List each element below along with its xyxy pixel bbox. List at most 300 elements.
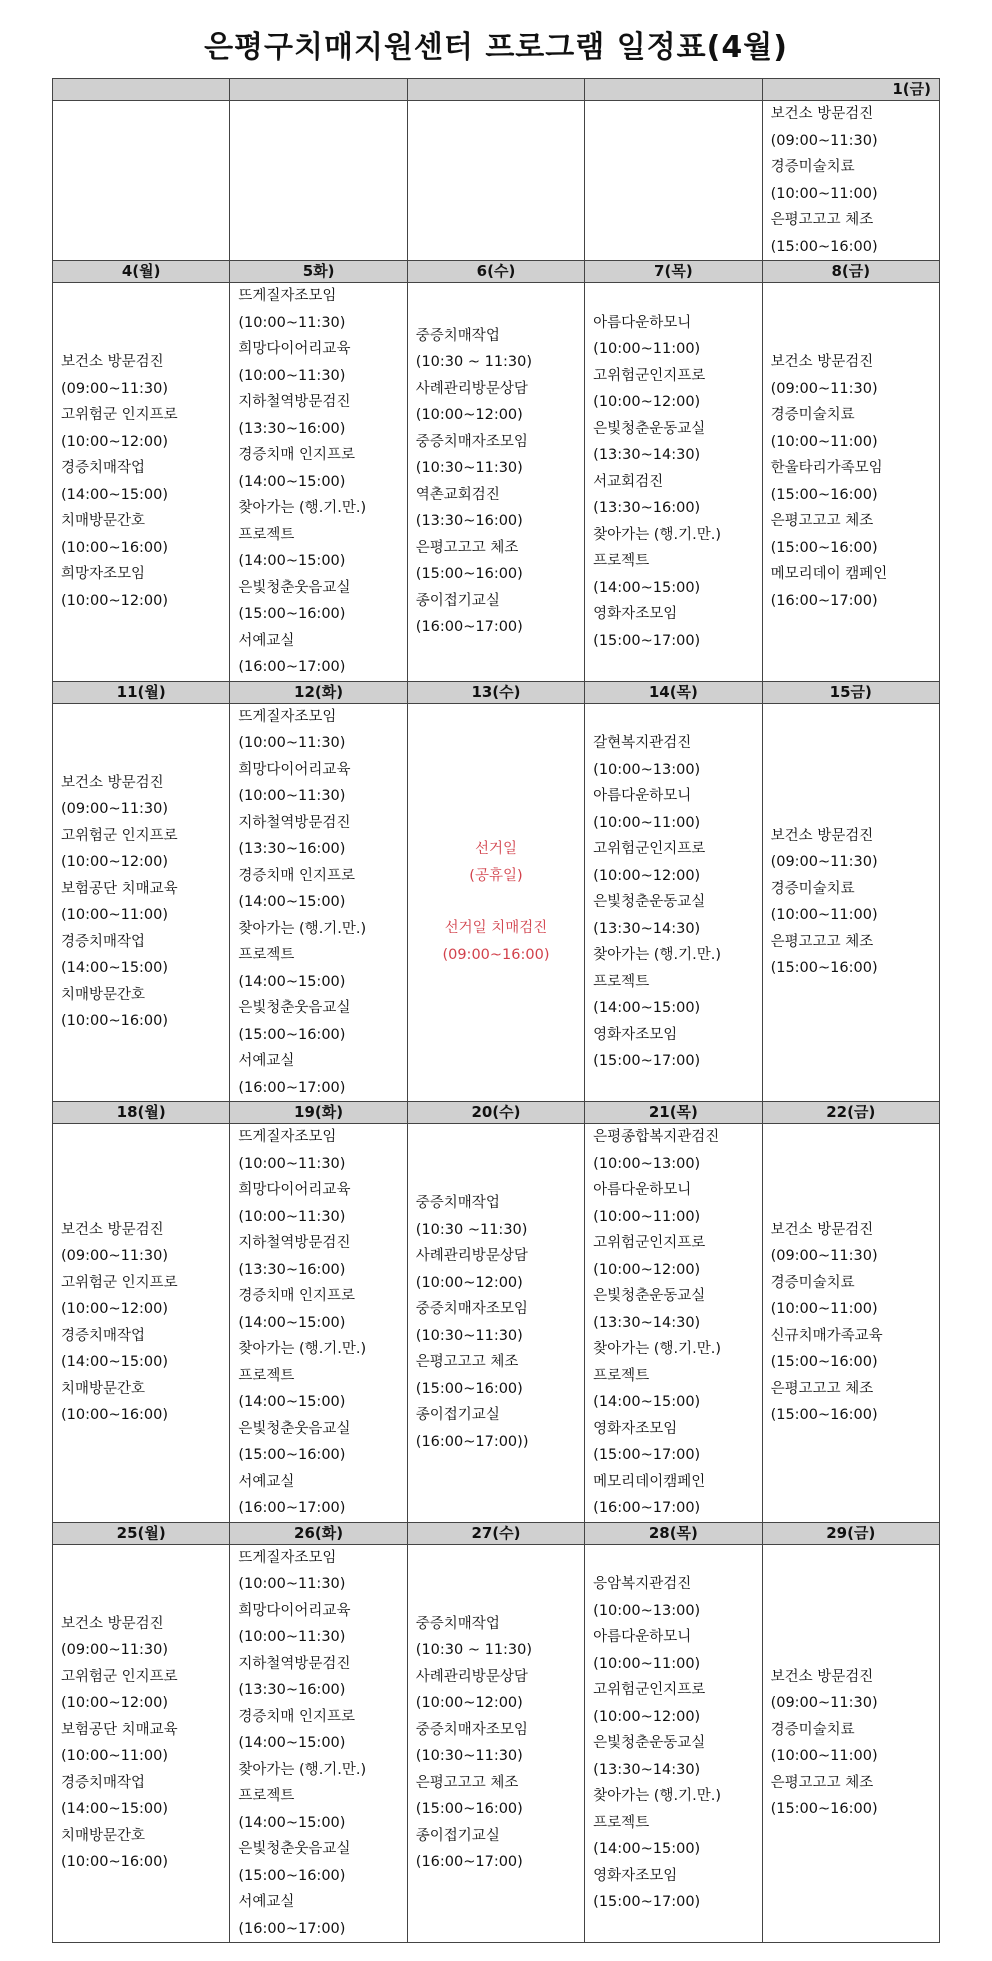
schedule-list	[61, 349, 221, 614]
program-time: (10:30 ~11:30)	[415, 1221, 528, 1238]
program-time: 프로젝트	[593, 973, 650, 990]
program-name: 갈현복지관검진	[593, 735, 692, 751]
holiday-text: 선거일 치매검진	[444, 920, 548, 937]
program-name: 응암복지관검진	[593, 1576, 692, 1592]
program-time: (16:00~17:00)	[238, 659, 346, 675]
program-time: (16:00~17:00)	[238, 1079, 346, 1096]
program-time: (15:00~16:00)	[770, 1407, 878, 1424]
program-name: 지하철역방문검진	[238, 1655, 351, 1672]
program-time: (15:00~17:00)	[593, 1447, 701, 1463]
program-time: (09:00~11:30)	[770, 1248, 878, 1265]
program-name: 경증미술치료	[770, 159, 855, 175]
program-time: (10:00~11:00)	[770, 1748, 878, 1765]
program-time: (13:30~16:00)	[415, 513, 523, 530]
day-cell	[585, 283, 762, 682]
day-cell	[762, 1124, 939, 1523]
program-name: 영화자조모임	[593, 1867, 678, 1884]
day-cell	[585, 1544, 762, 1943]
program-time: (14:00~15:00)	[61, 1801, 169, 1818]
program-name: 보건소 방문검진	[61, 1221, 164, 1238]
program-time: (10:00~11:30)	[238, 735, 346, 751]
day-header: 4(월)	[53, 261, 230, 283]
program-name: 중증치매작업	[415, 1615, 500, 1632]
program-time: (10:00~12:00)	[61, 592, 169, 609]
program-name: 희망다이어리교육	[238, 1602, 351, 1619]
program-name: 뜨게질자조모임	[238, 708, 337, 725]
day-cell	[762, 703, 939, 1102]
program-time: (10:00~11:30)	[238, 788, 346, 804]
program-time: (10:00~12:00)	[61, 854, 169, 871]
week-body-row	[53, 101, 940, 261]
program-time: (10:00~12:00)	[415, 1274, 523, 1291]
program-time: (16:00~17:00)	[770, 592, 878, 609]
program-name: 서교회검진	[593, 473, 664, 490]
day-cell	[53, 1124, 230, 1523]
program-time: (10:00~11:00)	[770, 433, 878, 450]
program-time: (09:00~11:30)	[61, 1248, 169, 1265]
program-time: (10:00~12:00)	[61, 1301, 169, 1318]
program-name: 보건소 방문검진	[770, 1221, 874, 1238]
program-name: 종이접기교실	[415, 592, 500, 609]
program-time: (15:00~16:00)	[238, 1026, 346, 1043]
program-time: (10:30 ~ 11:30)	[415, 1642, 533, 1659]
program-time: (16:00~17:00)	[415, 1854, 523, 1871]
program-name: 보건소 방문검진	[770, 354, 874, 371]
program-name: 은빛청춘웃음교실	[238, 1000, 351, 1016]
program-name: (14:00~15:00)	[238, 973, 346, 990]
program-time: 프로젝트	[238, 526, 295, 543]
day-cell	[230, 1544, 407, 1943]
program-name: (14:00~15:00)	[593, 1394, 701, 1410]
program-name: 고위험군인지프로	[593, 841, 706, 857]
program-name: 희망다이어리교육	[238, 341, 351, 357]
program-time: (10:00~11:30)	[238, 1208, 346, 1225]
week-header-row	[53, 261, 940, 283]
day-cell	[762, 101, 939, 261]
program-time: (14:00~15:00)	[61, 960, 169, 977]
day-header	[230, 79, 407, 101]
day-header: 18(월)	[53, 1102, 230, 1124]
schedule-list	[238, 1124, 398, 1522]
program-name: 경증치매작업	[61, 1774, 146, 1791]
program-name: 보건소 방문검진	[770, 1668, 874, 1685]
program-name: 보건소 방문검진	[770, 106, 874, 122]
week-body-row	[53, 703, 940, 1102]
program-time: (15:00~17:00)	[593, 1053, 701, 1069]
schedule-list	[416, 1190, 576, 1455]
program-time: (10:30~11:30)	[415, 1748, 523, 1765]
program-name: 찾아가는 (행.기.만.)	[238, 1341, 367, 1357]
program-time: (10:30~11:30)	[415, 1327, 523, 1344]
week-body-row	[53, 1544, 940, 1943]
day-cell	[407, 283, 584, 682]
day-cell	[407, 1544, 584, 1943]
program-name: 한울타리가족모임	[770, 460, 883, 477]
program-time: (09:00~11:30)	[61, 801, 169, 818]
program-name: 찾아가는 (행.기.만.)	[593, 526, 721, 543]
program-name: 치매방문간호	[61, 986, 146, 1003]
program-time: (15:00~16:00)	[415, 566, 523, 583]
program-name: 사례관리방문상담	[415, 380, 528, 397]
program-name: 경증치매작업	[61, 1327, 146, 1344]
schedule-list	[771, 101, 931, 260]
program-name: 은평고고고 체조	[770, 933, 874, 950]
schedule-list	[771, 1664, 931, 1823]
schedule-table	[52, 78, 940, 1943]
program-time: (10:00~12:00)	[61, 1695, 169, 1712]
program-time: (15:00~16:00)	[770, 960, 878, 977]
program-time: (10:00~12:00)	[593, 1261, 701, 1278]
day-cell	[585, 703, 762, 1102]
week-body-row	[53, 283, 940, 682]
program-time: (15:00~16:00)	[770, 486, 878, 503]
holiday-text: 선거일	[474, 841, 517, 858]
week-header-row	[53, 1522, 940, 1544]
day-header: 27(수)	[407, 1522, 584, 1544]
program-time: (10:00~16:00)	[61, 1854, 169, 1871]
program-name: 고위험군인지프로	[593, 1235, 706, 1251]
program-time: (14:00~15:00)	[238, 1314, 346, 1331]
program-name: 보건소 방문검진	[61, 354, 164, 371]
schedule-list	[61, 1611, 221, 1876]
program-time: 프로젝트	[238, 1367, 295, 1384]
program-name: 서예교실	[238, 632, 295, 649]
program-name: 사례관리방문상담	[415, 1668, 528, 1685]
program-time: (13:30~16:00)	[238, 1682, 346, 1698]
day-header	[53, 79, 230, 101]
day-header: 21(목)	[585, 1102, 762, 1124]
page-title: 은평구치매지원센터 프로그램 일정표(4월)	[204, 30, 788, 65]
program-name: 메모리데이 캠페인	[770, 566, 888, 583]
program-time: (16:00~17:00)	[593, 1500, 701, 1516]
program-name: 영화자조모임	[593, 1420, 678, 1437]
holiday-text: (09:00~16:00)	[442, 946, 550, 963]
program-time: (15:00~17:00)	[593, 632, 701, 649]
program-name: 아름다운하모니	[593, 314, 692, 331]
program-time: (10:00~11:00)	[770, 907, 878, 924]
program-name: 영화자조모임	[593, 606, 678, 622]
day-header: 11(월)	[53, 681, 230, 703]
program-name: 치매방문간호	[61, 513, 146, 530]
schedule-list	[416, 323, 576, 641]
day-header: 6(수)	[407, 261, 584, 283]
program-time: (09:00~11:30)	[61, 1642, 169, 1659]
day-header: 8(금)	[762, 261, 939, 283]
program-name: 중증치매자조모임	[415, 1301, 528, 1318]
program-name: 고위험군 인지프로	[61, 407, 178, 424]
program-name: 은평고고고 체조	[415, 1774, 519, 1791]
program-time: (10:00~11:30)	[238, 367, 346, 384]
program-time: (10:00~11:30)	[238, 1629, 346, 1645]
program-name: 서예교실	[238, 1473, 295, 1490]
program-name: 은빛청춘운동교실	[593, 1735, 706, 1751]
program-name: 희망다이어리교육	[238, 761, 351, 778]
program-time: (10:00~12:00)	[593, 1708, 701, 1725]
day-cell	[230, 703, 407, 1102]
schedule-list	[238, 704, 398, 1102]
program-time: (10:00~16:00)	[61, 1407, 169, 1424]
program-name: (14:00~15:00)	[593, 1000, 701, 1016]
program-time: (10:30~11:30)	[415, 460, 523, 477]
program-name: 고위험군 인지프로	[61, 827, 178, 844]
program-time: (09:00~11:30)	[770, 854, 878, 871]
program-name: (14:00~15:00)	[238, 1394, 346, 1410]
program-time: (10:00~12:00)	[415, 407, 523, 424]
program-time: (15:00~16:00)	[770, 1801, 878, 1818]
program-name: 경증치매 인지프로	[238, 1288, 356, 1304]
program-time: (09:00~11:30)	[61, 380, 169, 397]
program-time: (16:00~17:00))	[415, 1433, 529, 1450]
week-header-row	[53, 79, 940, 101]
program-time: (10:00~11:00)	[61, 907, 169, 924]
program-name: 중증치매자조모임	[415, 1721, 528, 1738]
program-time: (10:00~11:00)	[770, 1301, 878, 1318]
holiday-text: (공휴일)	[469, 867, 523, 884]
day-cell	[407, 1124, 584, 1523]
schedule-list	[771, 349, 931, 614]
program-name: 서예교실	[238, 1894, 295, 1910]
program-time: (13:30~14:30)	[593, 447, 701, 463]
program-time: (10:00~16:00)	[61, 1013, 169, 1030]
program-name: 보건소 방문검진	[61, 774, 164, 791]
program-name: 은평고고고 체조	[770, 1380, 874, 1397]
program-name: 지하철역방문검진	[238, 394, 351, 410]
program-name: 경증미술치료	[770, 407, 855, 424]
schedule-list	[593, 1124, 753, 1522]
program-time: (14:00~15:00)	[61, 486, 169, 503]
program-name: 아름다운하모니	[593, 788, 692, 804]
program-time: (10:00~11:00)	[593, 1208, 701, 1225]
day-cell	[53, 1544, 230, 1943]
program-time: (10:00~12:00)	[593, 394, 701, 410]
day-header	[585, 79, 762, 101]
program-time: (15:00~16:00)	[238, 606, 346, 622]
day-cell	[53, 703, 230, 1102]
program-name: 아름다운하모니	[593, 1629, 692, 1645]
program-name: (14:00~15:00)	[238, 1814, 346, 1831]
program-name: 은평종합복지관검진	[593, 1129, 720, 1145]
program-name: (14:00~15:00)	[593, 1841, 701, 1857]
program-time: 프로젝트	[238, 1788, 295, 1804]
program-name: 역촌교회검진	[415, 486, 500, 503]
program-name: 중증치매작업	[415, 327, 500, 344]
day-header: 19(화)	[230, 1102, 407, 1124]
program-time: (15:00~16:00)	[770, 1354, 878, 1371]
program-name: (14:00~15:00)	[593, 579, 701, 596]
program-time: (09:00~11:30)	[770, 380, 878, 397]
program-time: (14:00~15:00)	[238, 473, 346, 490]
program-name: 고위험군 인지프로	[61, 1274, 178, 1291]
schedule-list	[593, 310, 753, 655]
program-time: (10:00~11:00)	[770, 185, 878, 202]
program-name: 중증치매자조모임	[415, 433, 528, 450]
program-time: (10:00~13:00)	[593, 1602, 701, 1619]
program-name: 찾아가는 (행.기.만.)	[593, 947, 721, 963]
day-cell	[585, 101, 762, 261]
day-cell	[407, 703, 584, 1102]
program-name: 경증치매작업	[61, 460, 146, 477]
program-name: 은빛청춘웃음교실	[238, 1841, 351, 1857]
program-name: 은평고고고 체조	[770, 212, 874, 228]
schedule-list	[593, 730, 753, 1075]
program-time: (16:00~17:00)	[238, 1500, 346, 1516]
program-name: 고위험군인지프로	[593, 367, 706, 384]
day-header: 5화)	[230, 261, 407, 283]
program-name: 지하철역방문검진	[238, 814, 351, 831]
program-name: 찾아가는 (행.기.만.)	[238, 500, 367, 516]
program-name: 은빛청춘운동교실	[593, 1288, 706, 1304]
program-name: 보험공단 치매교육	[61, 880, 178, 897]
day-header: 28(목)	[585, 1522, 762, 1544]
program-name: 보건소 방문검진	[61, 1615, 164, 1632]
program-time: (10:00~12:00)	[61, 433, 169, 450]
program-time: (15:00~16:00)	[238, 1447, 346, 1463]
day-header: 22(금)	[762, 1102, 939, 1124]
program-name: 고위험군 인지프로	[61, 1668, 178, 1685]
program-name: 치매방문간호	[61, 1827, 146, 1844]
schedule-list	[238, 1545, 398, 1943]
program-name: 치매방문간호	[61, 1380, 146, 1397]
program-name: 은평고고고 체조	[770, 1774, 874, 1791]
program-name: 메모리데이캠페인	[593, 1473, 706, 1490]
program-time: (09:00~11:30)	[770, 1695, 878, 1712]
program-name: 경증미술치료	[770, 880, 855, 897]
program-name: 보험공단 치매교육	[61, 1721, 178, 1738]
program-name: 경증미술치료	[770, 1721, 855, 1738]
program-time: (15:00~16:00)	[770, 238, 878, 255]
program-name: 은빛청춘운동교실	[593, 894, 706, 910]
program-time: (13:30~16:00)	[238, 841, 346, 857]
program-name: 지하철역방문검진	[238, 1235, 351, 1251]
program-time: (13:30~16:00)	[238, 420, 346, 437]
program-time: (15:00~17:00)	[593, 1894, 701, 1910]
day-cell	[407, 101, 584, 261]
program-time: (13:30~16:00)	[238, 1261, 346, 1278]
program-name: 은평고고고 체조	[770, 513, 874, 530]
program-name: 희망다이어리교육	[238, 1182, 351, 1198]
program-name: 서예교실	[238, 1053, 295, 1069]
program-time: (10:30 ~ 11:30)	[415, 354, 533, 371]
program-time: (10:00~11:00)	[593, 341, 701, 357]
program-name: 찾아가는 (행.기.만.)	[238, 920, 367, 937]
schedule-list	[61, 770, 221, 1035]
day-cell	[53, 101, 230, 261]
program-time: (13:30~16:00)	[593, 500, 701, 516]
day-header: 15금)	[762, 681, 939, 703]
day-cell	[230, 101, 407, 261]
program-name: 뜨게질자조모임	[238, 1549, 337, 1566]
program-time: (10:00~11:00)	[61, 1748, 169, 1765]
program-time: (15:00~16:00)	[415, 1380, 523, 1397]
program-time: (10:00~13:00)	[593, 761, 701, 778]
program-name: 영화자조모임	[593, 1026, 678, 1043]
schedule-list	[593, 1571, 753, 1916]
program-time: (15:00~16:00)	[770, 539, 878, 556]
program-name: 고위험군인지프로	[593, 1682, 706, 1698]
program-name: 사례관리방문상담	[415, 1248, 528, 1265]
program-time: (10:00~11:30)	[238, 1576, 346, 1592]
program-time: (14:00~15:00)	[238, 1735, 346, 1751]
day-header: 1(금)	[762, 79, 939, 101]
program-name: 찾아가는 (행.기.만.)	[238, 1761, 367, 1778]
program-name: 중증치매작업	[415, 1195, 500, 1212]
program-name: 경증미술치료	[770, 1274, 855, 1291]
program-name: 경증치매 인지프로	[238, 867, 356, 884]
holiday-notice	[416, 836, 576, 968]
program-time: (13:30~14:30)	[593, 1314, 701, 1331]
day-cell	[230, 283, 407, 682]
program-name: 아름다운하모니	[593, 1182, 692, 1198]
day-header: 13(수)	[407, 681, 584, 703]
program-name: 경증치매 인지프로	[238, 1708, 356, 1725]
program-time: (16:00~17:00)	[415, 619, 523, 636]
program-time: (13:30~14:30)	[593, 920, 701, 937]
day-cell	[762, 283, 939, 682]
day-cell	[585, 1124, 762, 1523]
day-cell	[53, 283, 230, 682]
day-header: 25(월)	[53, 1522, 230, 1544]
day-header: 7(목)	[585, 261, 762, 283]
week-header-row	[53, 1102, 940, 1124]
program-time: (10:00~11:30)	[238, 1155, 346, 1172]
program-name: 보건소 방문검진	[770, 827, 874, 844]
program-time: (10:00~12:00)	[593, 867, 701, 884]
program-time: 프로젝트	[238, 947, 295, 963]
schedule-list	[238, 283, 398, 681]
week-header-row	[53, 681, 940, 703]
day-header: 14(목)	[585, 681, 762, 703]
program-name: 경증치매 인지프로	[238, 447, 356, 463]
program-name: 은평고고고 체조	[415, 1354, 519, 1371]
day-cell	[762, 1544, 939, 1943]
program-time: (10:00~11:30)	[238, 314, 346, 331]
day-header: 20(수)	[407, 1102, 584, 1124]
program-name: 찾아가는 (행.기.만.)	[593, 1788, 721, 1804]
day-header: 29(금)	[762, 1522, 939, 1544]
program-name: 찾아가는 (행.기.만.)	[593, 1341, 721, 1357]
program-time: (10:00~13:00)	[593, 1155, 701, 1172]
day-header: 26(화)	[230, 1522, 407, 1544]
week-body-row	[53, 1124, 940, 1523]
schedule-list	[771, 823, 931, 982]
program-time: (10:00~16:00)	[61, 539, 169, 556]
program-name: 뜨게질자조모임	[238, 288, 337, 304]
program-time: 프로젝트	[593, 1814, 650, 1831]
program-name: 희망자조모임	[61, 566, 146, 583]
program-time: (10:00~12:00)	[415, 1695, 523, 1712]
program-time: 프로젝트	[593, 1367, 650, 1384]
program-name: (14:00~15:00)	[238, 553, 346, 569]
schedule-list	[416, 1611, 576, 1876]
program-name: 경증치매작업	[61, 933, 146, 950]
program-time: 프로젝트	[593, 553, 650, 569]
schedule-list	[61, 1217, 221, 1429]
program-time: (15:00~16:00)	[238, 1867, 346, 1884]
program-time: (10:00~11:00)	[593, 1655, 701, 1672]
program-name: 뜨게질자조모임	[238, 1129, 337, 1145]
program-time: (16:00~17:00)	[238, 1920, 346, 1937]
day-header: 12(화)	[230, 681, 407, 703]
schedule-list	[771, 1217, 931, 1429]
program-time: (10:00~11:00)	[593, 814, 701, 831]
program-name: 은빛청춘웃음교실	[238, 1420, 351, 1437]
program-time: (14:00~15:00)	[238, 894, 346, 910]
program-name: 은평고고고 체조	[415, 539, 519, 556]
program-name: 종이접기교실	[415, 1827, 500, 1844]
program-name: 은빛청춘웃음교실	[238, 579, 351, 596]
program-name: 종이접기교실	[415, 1407, 500, 1424]
program-time: (09:00~11:30)	[770, 132, 878, 149]
